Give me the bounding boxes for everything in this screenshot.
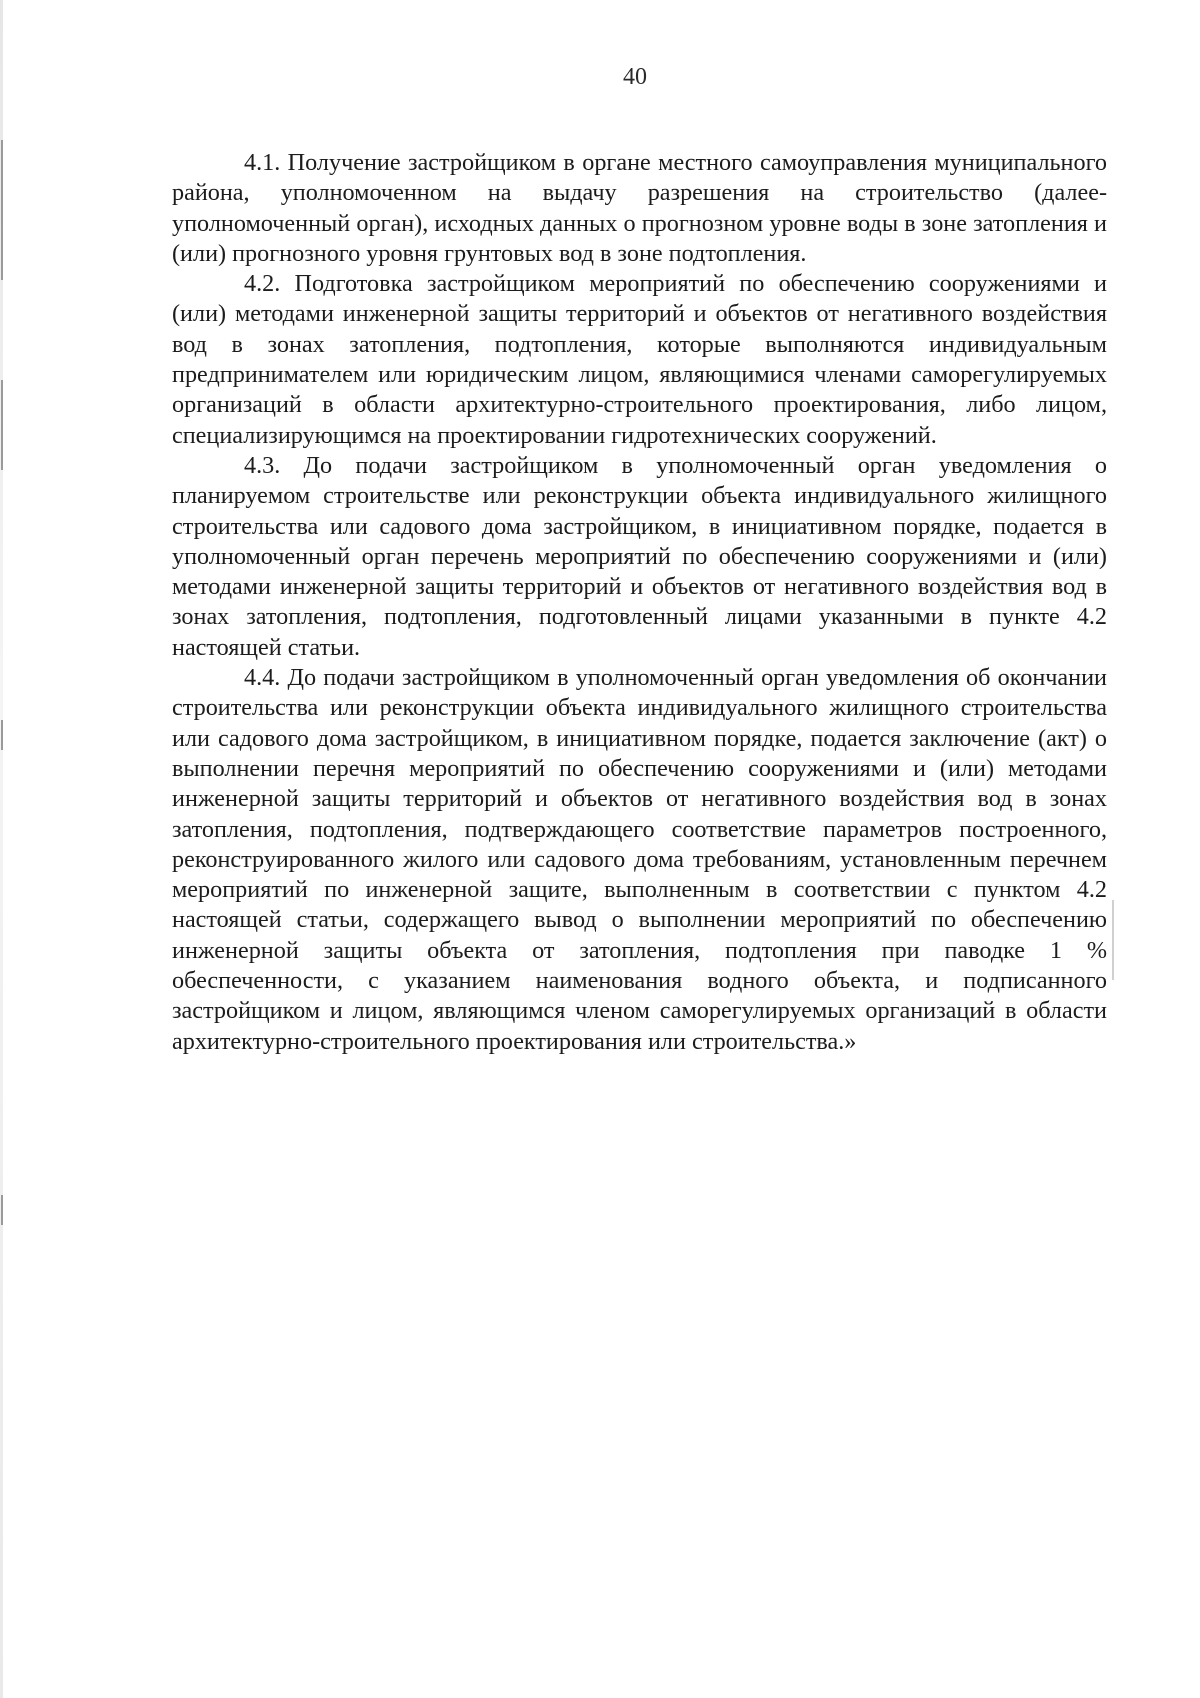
- scan-edge-mark: [1, 720, 3, 750]
- document-body: [172, 148, 1107, 1057]
- scan-edge-mark: [1, 380, 3, 470]
- scan-edge-mark: [1, 1195, 3, 1225]
- paragraph-4-2: 4.2. Подготовка застройщиком мероприятий по обеспечению сооружениями и (или) методами инженерной защиты территорий и объектов от негативного воздействия вод в зонах затопления, подтопления, которые выполняются индивидуальным предпринимателем или юридическим лицом, являющимися членами саморегулируемых организаций в области архитектурно-строительного проектирования, либо лицом, специализирующимся на проектировании гидротехнических сооружений.: [172, 270, 1107, 449]
- page-number: 40: [623, 64, 647, 90]
- paragraph-4-1: 4.1. Получение застройщиком в органе местного самоуправления муниципального района, уполномоченном на выдачу разрешения на строительство (далее- уполномоченный орган), исходных данных о прогнозном уровне воды в зоне затопления и (или) прогнозного уровня грунтовых вод в зоне подтопления.: [172, 149, 1107, 267]
- scan-right-mark: [1112, 900, 1114, 980]
- paragraph-4-4: 4.4. До подачи застройщиком в уполномоченный орган уведомления об окончании строительства или реконструкции объекта индивидуального жилищного строительства или садового дома застройщиком, в инициативном порядке, подается заключение (акт) о выполнении перечня мероприятий по обеспечению сооружениями и (или) методами инженерной защиты территорий и объектов от негативного воздействия вод в зонах затопления, подтопления, подтверждающего соответствие параметров построенного, реконструированного жилого или садового дома требованиям, установленным перечнем мероприятий по инженерной защите, выполненным в соответствии с пунктом 4.2 настоящей статьи, содержащего вывод о выполнении мероприятий по обеспечению инженерной защиты объекта от затопления, подтопления при паводке 1 % обеспеченности, с указанием наименования водного объекта, и подписанного застройщиком и лицом, являющимся членом саморегулируемых организаций в области архитектурно-строительного проектирования или строительства.»: [172, 664, 1107, 1055]
- paragraph-4-3: 4.3. До подачи застройщиком в уполномоченный орган уведомления о планируемом строительстве или реконструкции объекта индивидуального жилищного строительства или садового дома застройщиком, в инициативном порядке, подается в уполномоченный орган перечень мероприятий по обеспечению сооружениями и (или) методами инженерной защиты территорий и объектов от негативного воздействия вод в зонах затопления, подтопления, подготовленный лицами указанными в пункте 4.2 настоящей статьи.: [172, 451, 1107, 661]
- scan-edge-mark: [1, 140, 3, 280]
